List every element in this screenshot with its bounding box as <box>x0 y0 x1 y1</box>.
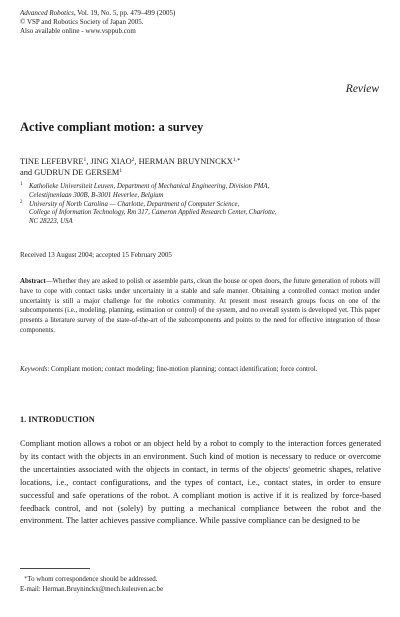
footnote <box>20 575 163 595</box>
article-type: Review <box>345 83 379 95</box>
author-name: HERMAN BRUYNINCKX <box>138 157 233 166</box>
affiliation-number: 1 <box>20 182 23 187</box>
affiliation-number: 2 <box>20 199 23 205</box>
affiliation-line: Katholieke Universiteit Leuven, Department of Mechanical Engineering, Division PMA, <box>29 183 270 190</box>
keywords <box>20 365 380 375</box>
received-dates: Received 13 August 2004; accepted 15 February 2005 <box>20 251 172 259</box>
affiliations <box>20 183 390 227</box>
author-affil-mark: 2 <box>131 157 135 163</box>
author-line-1: TINE LEFEBVRE$^1$, JING XIAO$^2$, HERMAN $BRUYNINCKX^{1,∗}$ <box>20 157 241 166</box>
abstract-text: —Whether they are asked to polish or assemble parts, clean the house or open doors, the future generation of robots will have to cope with contact tasks under uncertainty in a stable and safe manner. Obtaining a controlled contact motion under uncertainty is still a major challenge for the robotics community. At present most research groups focus on one of the subcomponents (i.e., modeling, planning, estimation or control) of the system, and no overall system is developed yet. This paper presents a literature survey of the state-of-the-art of the subcomponents and points to the need for effective integration of those components. <box>20 278 380 334</box>
author-affil-mark: 1 <box>119 168 123 174</box>
affiliation-line: NC 28223, USA <box>29 218 73 226</box>
copyright-line: © VSP and Robotics Society of Japan 2005. <box>20 18 144 26</box>
journal-header <box>20 9 175 36</box>
correspondence-note: To whom correspondence should be addressed. <box>27 576 158 583</box>
affiliation-2 <box>20 201 390 227</box>
keywords-label: Keywords <box>20 366 48 373</box>
abstract <box>20 277 380 336</box>
affiliation-1 <box>20 183 390 201</box>
paper-title: Active compliant motion: a survey <box>20 120 204 134</box>
introduction-paragraph: Compliant motion allows a robot or an object held by a robot to comply to the interaction forces generated by its contact with the objects in an environment. Such kind of motion is necessary to reduce or overcome the uncertainties associated with the objects in contact, in terms of the objects' geometric shapes, relative locations, i.e., contact configurations, and the types of contact, i.e., contact states, in order to ensure successful and safe operations of the robot. A compliant motion is active if it is realized by force-based feedback control, and not (solely) by putting a mechanical compliance between the robot and the environment. The latter achieves passive compliance. While passive compliance can be designed to be <box>20 439 381 526</box>
affiliation-line: Celestijnenlaan 300B, B-3001 Heverlee, Belgium <box>29 191 164 199</box>
citation-details: , Vol. 19, No. 5, pp. 479–499 (2005) <box>73 9 176 17</box>
footnote-email: E-mail: Herman.Bruyninckx@mech.kuleuven.ac.be <box>20 585 164 593</box>
journal-name: Advanced Robotics <box>20 9 74 17</box>
author-name: JING XIAO <box>90 157 132 166</box>
footnote-rule <box>20 568 90 569</box>
author-name: TINE LEFEBVRE <box>20 157 84 166</box>
author-line-2 <box>20 167 385 178</box>
affiliation-line: College of Information Technology, Rm 317, Cameron Applied Research Center, Charlotte, <box>29 209 277 217</box>
author-affil-mark: 1 <box>83 157 87 163</box>
footnote-line-1 <box>20 575 163 585</box>
author-name: GUDRUN DE GERSEM <box>34 168 120 177</box>
footnote-mark: ∗ <box>24 576 28 581</box>
affiliation-line: University of North Carolina — Charlotte, Department of Computer Science, <box>29 200 240 208</box>
section-heading: 1. INTRODUCTION <box>20 415 95 424</box>
author-affil-mark: 1,∗ <box>232 157 241 163</box>
keywords-text: : Compliant motion; contact modeling; fine-motion planning; contact identification; force control. <box>47 366 318 373</box>
author-list <box>20 156 385 178</box>
citation-line <box>20 9 175 18</box>
abstract-label: Abstract <box>20 278 46 285</box>
and-word: and <box>20 168 33 177</box>
online-availability: Also available online - www.vsppub.com <box>20 27 136 35</box>
